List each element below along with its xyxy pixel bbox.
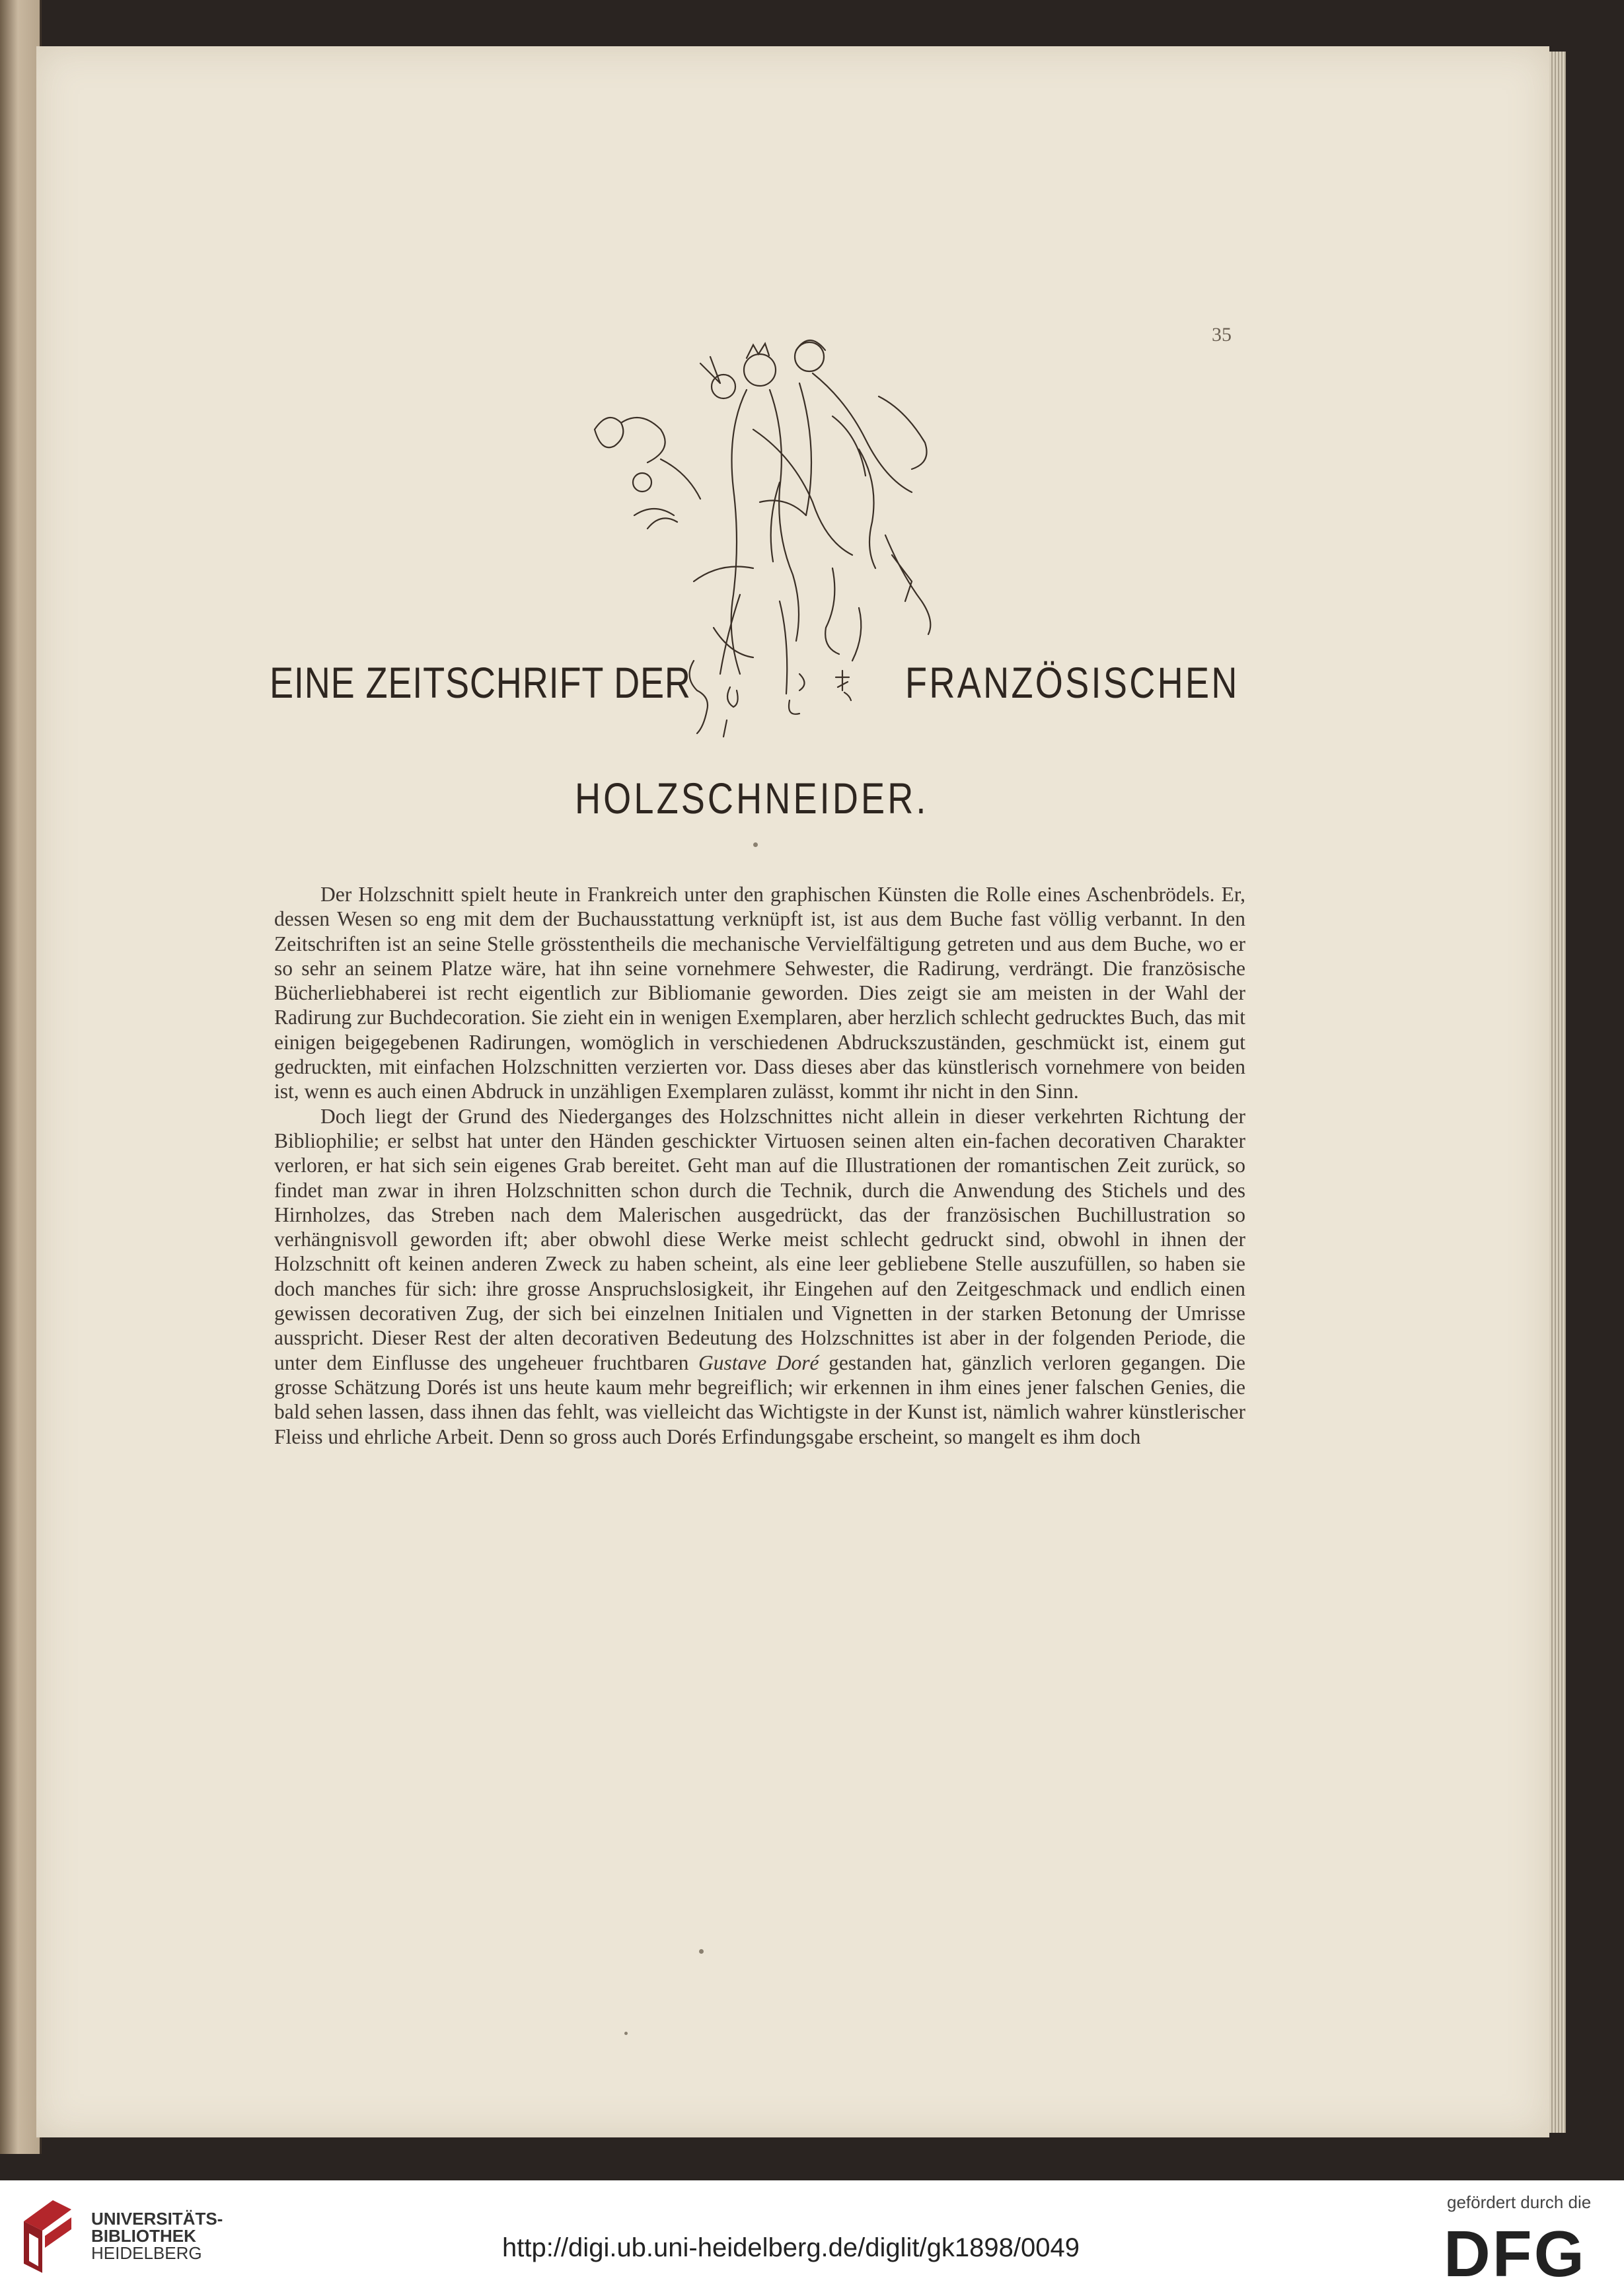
book-cover-edge bbox=[0, 0, 42, 2154]
library-line-1: UNIVERSITÄTS- bbox=[91, 2209, 223, 2229]
university-library-logo-icon bbox=[18, 2195, 77, 2278]
title-line-1-right: FRANZÖSISCHEN bbox=[905, 658, 1239, 707]
page-number: 35 bbox=[1212, 324, 1232, 346]
dfg-logo: DFG bbox=[1444, 2217, 1586, 2290]
article-body bbox=[274, 882, 1245, 1449]
title-line-2: HOLZSCHNEIDER. bbox=[575, 774, 929, 823]
paragraph-2-end: gestanden hat, gänzlich verloren gegangen. Die grosse Schätzung Dorés ist uns heute kaum mehr begreiflich; wir erkennen in ihm eines jener falschen Genies, die bald sehen lassen, dass ihnen das fehlt, was vielleicht das Wichtigste in der Kunst ist, nämlich wahrer künstlerischer Fleiss und ehrliche Arbeit. Denn so gross auch Dorés Erfindungsgabe erscheint, so mangelt es ihm doch bbox=[274, 1351, 1245, 1448]
paragraph-1: Der Holzschnitt spielt heute in Frankreich unter den graphischen Künsten die Rolle eines Aschenbrödels. Er, dessen Wesen so eng mit dem der Buchausstattung verknüpft ist, ist aus dem Buche fast völlig verbannt. In den Zeitschriften ist an seine Stelle grösstentheils die mechanische Vervielfältigung getreten und aus dem Buche, wo er so sehr an seinem Platze wäre, hat ihn seine vornehmere Sehwester, die Radirung, verdrängt. Die französische Bücherliebhaberei ist recht eigentlich zur Bibliomanie geworden. Dies zeigt sie am meisten in der Wahl der Radirung zur Buchdecoration. Sie zieht ein in wenigen Exemplaren, aber herzlich schlecht gedrucktes Buch, das mit einigen beigegebenen Radirungen, womöglich in verschiedenen Abdruckszuständen, geschmückt ist, einem gut gedruckten, mit einfachen Holzschnitten verzierten vor. Dass dieses aber das künstlerisch vornehmere von beiden ist, wenn es auch einen Abdruck in unzähligen Exemplaren zulässt, kommt ihr nicht in den Sinn. bbox=[274, 883, 1245, 1103]
funder-label: gefördert durch die bbox=[1447, 2192, 1592, 2212]
library-line-3: HEIDELBERG bbox=[91, 2243, 202, 2263]
paragraph-2 bbox=[274, 1104, 1245, 1449]
paper-speck bbox=[753, 842, 758, 847]
title-line-1-left: EINE ZEITSCHRIFT DER bbox=[270, 658, 691, 707]
paper-speck bbox=[624, 2032, 628, 2035]
paragraph-2-artist-name: Gustave Doré bbox=[698, 1351, 819, 1374]
library-name bbox=[91, 2210, 223, 2262]
paragraph-2-start: Doch liegt der Grund des Niederganges des Holzschnittes nicht allein in dieser verkehrten Richtung der Bibliophilie; er selbst hat unter den Händen geschickter Virtuosen seinen alten ein-fachen decorativen Charakter verloren, er hat sich sein eigenes Grab bereitet. Geht man auf die Illustrationen der romantischen Zeit zurück, so findet man zwar in ihren Holzschnitten schon durch die Technik, durch die Anwendung des Stichels und des Hirnholzes, das Streben nach dem Malerischen ausgedrückt, das der französischen Buchillustration so verhängnisvoll geworden ift; aber obwohl diese Werke meist schlecht gedruckt sind, obwohl in ihnen der Holzschnitt oft keinen anderen Zweck zu haben scheint, als eine leer gebliebene Stelle auszufüllen, so haben sie doch manches für sich: ihre grosse Anspruchslosigkeit, ihr Eingehen auf den Zeitgeschmack und endlich einen gewissen decorativen Zug, der sich bei einzelnen Initialen und Vignetten in der starken Betonung der Umrisse ausspricht. Dieser Rest der alten decorativen Bedeutung des Holzschnittes ist aber in der folgenden Periode, die unter dem Einflusse des ungeheuer fruchtbaren bbox=[274, 1104, 1245, 1374]
library-line-2: BIBLIOTHEK bbox=[91, 2226, 196, 2246]
permalink-url[interactable]: http://digi.ub.uni-heidelberg.de/diglit/gk1898/0049 bbox=[502, 2233, 1080, 2262]
paper-speck bbox=[699, 1949, 704, 1954]
